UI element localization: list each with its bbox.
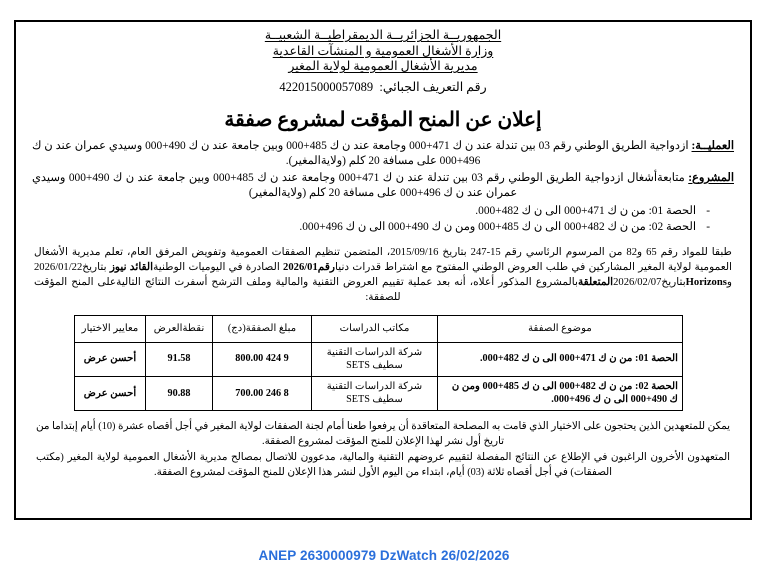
date-1-label: بتاريخ (82, 262, 107, 274)
related-word: المتعلقة (577, 277, 614, 289)
tender-no-label: رقم (317, 262, 336, 274)
header-criteria: معايير الاختيار (75, 315, 146, 342)
tax-id-line (28, 78, 738, 96)
operation-label: العمليــة: (691, 139, 735, 152)
cell-score: 90.88 (146, 376, 213, 410)
project-paragraph (28, 171, 738, 202)
project-label: المشروع: (688, 171, 734, 184)
tender-number: 2026/01 (283, 262, 318, 274)
list-item (28, 203, 710, 220)
lot-list (28, 203, 738, 236)
legal-conjunction: و (726, 277, 732, 289)
operation-text: ازدواجية الطريق الوطني رقم 03 بين تندلة عند ن ك 471+000 وجامعة عند ن ك 485+000 وبين جامعة عند ن ك 490+000 وسيدي عمران عند ن ك 496+000 على مسافة 20 كلم (ولايةالمغير). (32, 139, 689, 168)
list-item (28, 219, 710, 236)
table-header (75, 315, 683, 342)
cell-amount: 9 424 800.00 (213, 342, 312, 376)
project-text: متابعةأشغال ازدواجية الطريق الوطني رقم 03 بين تندلة عند ن ك 471+000 وجامعة عند ن ك 485+000 وبين جامعة عند ن ك 490+000 وسيدي عمران عند ن ك 496+000 على مسافة 20 كلم (ولايةالمغير) (32, 171, 685, 200)
masthead-ministry-text: وزارة الأشغال العمومية و المنشآت القاعدية (272, 43, 494, 58)
results-table (74, 315, 683, 411)
masthead-republic-text: الجمهوريــة الجزائريــة الديمقراطيــة الشعبيــة (264, 28, 502, 42)
cell-subject: الحصة 02: من ن ك 482+000 الى ن ك 485+000 ومن ن ك 490+000 الى ن ك 496+000. (438, 376, 683, 410)
bullet-dash-icon: - (706, 204, 710, 217)
newspaper-1: القائد نيوز (109, 262, 154, 274)
cell-office: شركة الدراسات التقنية سطيف SETS (312, 376, 438, 410)
masthead-directorate-text: مديرية الأشغال العمومية لولاية المغير (288, 59, 478, 73)
masthead (28, 28, 738, 96)
header-office: مكاتب الدراسات (312, 315, 438, 342)
closing-paragraph-2: المتعهدون الأخرون الراغبون في الإطلاع عن النتائج المفصلة لتقييم عروضهم التقنية والمالية، مدعوون للاتصال بمصالح مديرية الأشغال العمومية لولاية المغير (مكتب الصفقات) في أجل أقصاه ثلاثة (03) أيام، ابتداء من اليوم الأول لنشر هذا الإعلان للمنح المؤقت لمشروع الصفقة. (36, 452, 730, 478)
operation-paragraph (28, 139, 738, 170)
cell-subject: الحصة 01: من ن ك 471+000 الى ن ك 482+000. (438, 342, 683, 376)
masthead-directorate (28, 59, 738, 75)
legal-paragraph (28, 245, 738, 306)
anep-footer: ANEP 2630000979 DzWatch 26/02/2026 (258, 548, 510, 563)
newspaper-2: Horizons (685, 277, 727, 289)
date-1: 2026/01/22 (34, 262, 83, 274)
cell-score: 91.58 (146, 342, 213, 376)
legal-part-1: طبقا للمواد رقم 65 و82 من المرسوم الرئاسي رقم 15-247 بتاريخ 2015/09/16، المتضمن تنظيم الصفقات العمومية وتفويض المرفق العام، تعلم مديرية الأشغال العمومية لولاية المغير المشاركين في طلب العروض الوطني المفتوح مع اشتراط قدرات دنيا (34, 246, 732, 274)
legal-part-2: الصادرة في اليوميات الوطنية (153, 262, 280, 274)
closing-paragraph-1: يمكن للمتعهدين الذين يحتجون على الاختيار الذي قامت به المصلحة المتعاقدة أن يرفعوا طعنا أمام لجنة الصفقات لولاية المغير في أجل أقصاه عشرة (10) أيام إبتداما من تاريخ أول نشر لهذا الإعلان للمنح المؤقت لمشروع الصفقة. (36, 421, 731, 447)
table-body (75, 342, 683, 410)
cell-criteria: أحسن عرض (75, 376, 146, 410)
tax-id-label: رقم التعريف الجبائي: (379, 79, 487, 94)
header-amount: مبلغ الصفقة(دج) (213, 315, 312, 342)
lot-2-text: الحصة 02: من ن ك 482+000 الى ن ك 485+000 ومن ن ك 490+000 الى ن ك 496+000. (299, 221, 696, 234)
date-2: 2026/02/07 (613, 277, 662, 289)
results-table-wrapper (83, 315, 683, 411)
header-subject: موضوع الصفقة (438, 315, 683, 342)
masthead-ministry (28, 44, 738, 60)
date-2-label: بتاريخ (661, 277, 686, 289)
masthead-republic (28, 28, 738, 44)
table-row (75, 376, 683, 410)
tax-id-number: 422015000057089 (279, 79, 374, 94)
document-frame (14, 20, 752, 520)
header-score: نقطةالعرض (146, 315, 213, 342)
cell-amount: 8 246 700.00 (213, 376, 312, 410)
cell-office: شركة الدراسات التقنية سطيف SETS (312, 342, 438, 376)
table-row (75, 342, 683, 376)
bullet-dash-icon: - (706, 221, 710, 234)
cell-criteria: أحسن عرض (75, 342, 146, 376)
legal-part-3: بالمشروع المذكور أعلاه، أنه بعد عملية تقييم العروض التقنية والمالية وملف الترشح أسفرت النتائج التاليةعلى المنح المؤقت للصفقة: (34, 277, 578, 304)
page-title: إعلان عن المنح المؤقت لمشروع صفقة (224, 108, 542, 131)
table-header-row (75, 315, 683, 342)
lot-1-text: الحصة 01: من ن ك 471+000 الى ن ك 482+000. (475, 204, 696, 217)
